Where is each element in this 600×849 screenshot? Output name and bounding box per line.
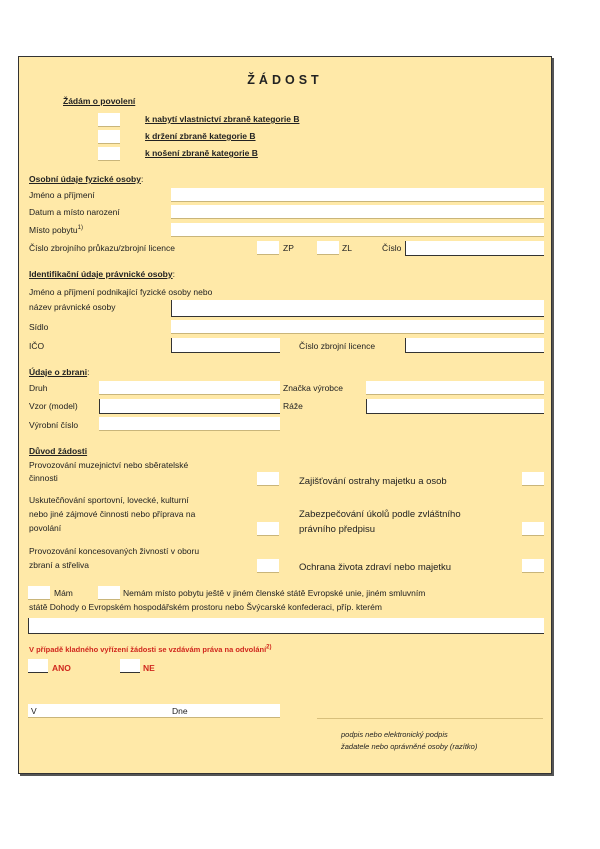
seat-label: Sídlo: [29, 322, 49, 332]
reason-sport-line1: Uskutečňování sportovní, lovecké, kulturní: [29, 495, 189, 505]
appeal-yes-checkbox[interactable]: [28, 659, 48, 673]
brand-field[interactable]: [366, 381, 544, 395]
reason-protection-checkbox[interactable]: [522, 559, 544, 573]
request-label: Žádám o povolení: [63, 96, 136, 106]
legal-name-label-line1: Jméno a příjmení podnikající fyzické osoby nebo: [29, 287, 213, 297]
caliber-field[interactable]: [366, 399, 544, 414]
reason-special-checkbox[interactable]: [522, 522, 544, 536]
reason-museum-line2: činnosti: [29, 473, 58, 483]
place-label: V: [31, 706, 37, 716]
request-carry-label: k nošení zbraně kategorie B: [145, 148, 258, 158]
birth-label: Datum a místo narození: [29, 207, 120, 217]
reason-licensed-checkbox[interactable]: [257, 559, 279, 573]
reason-sport-line2: nebo jiné zájmové činnosti nebo příprava na: [29, 509, 196, 519]
appeal-text: V případě kladného vyřízení žádosti se vzdávám práva na odvolání$^{2)}$: [29, 644, 272, 654]
request-acquire-checkbox[interactable]: [98, 113, 120, 127]
reason-sport-checkbox[interactable]: [257, 522, 279, 536]
reason-protection-label: Ochrana života zdraví nebo majetku: [299, 562, 452, 573]
zl-label: ZL: [342, 243, 352, 253]
license-number-field[interactable]: [405, 241, 544, 256]
residence-field[interactable]: [171, 223, 544, 237]
form-title: ŽÁDOST: [247, 73, 323, 87]
ico-field[interactable]: [171, 338, 280, 353]
date-label: Dne: [172, 706, 188, 716]
legal-license-label: Číslo zbrojní licence: [299, 341, 376, 351]
residence-state-field[interactable]: [28, 618, 544, 634]
reason-special-line1: Zabezpečování úkolů podle zvláštního: [299, 509, 461, 520]
birth-field[interactable]: [171, 205, 544, 219]
caliber-label: Ráže: [283, 401, 303, 411]
reason-security-label: Zajišťování ostrahy majetku a osob: [299, 476, 447, 487]
reason-security-checkbox[interactable]: [522, 472, 544, 486]
signature-caption-line2: žadatele nebo oprávněné osoby (razítko): [341, 742, 478, 751]
name-label: Jméno a příjmení: [29, 190, 95, 200]
gun-license-label: Číslo zbrojního průkazu/zbrojní licence: [29, 243, 175, 253]
signature-caption-line1: podpis nebo elektronický podpis: [341, 730, 448, 739]
weapon-heading: Údaje o zbrani:: [29, 367, 90, 377]
residence-havenot-checkbox[interactable]: [98, 586, 120, 600]
name-field[interactable]: [171, 188, 544, 202]
reason-licensed-line1: Provozování koncesovaných živností v oboru: [29, 546, 200, 556]
personal-heading: Osobní údaje fyzické osoby:: [29, 174, 144, 184]
residence-label: Místo pobytu$^{1)}$: [29, 225, 84, 235]
zl-checkbox[interactable]: [317, 241, 339, 255]
reason-sport-line3: povolání: [29, 523, 62, 533]
place-date-field[interactable]: [28, 704, 280, 718]
reason-special-line2: právního předpisu: [299, 524, 376, 535]
legal-name-label-line2: název právnické osoby: [29, 302, 116, 312]
legal-name-field[interactable]: [171, 300, 544, 317]
request-hold-checkbox[interactable]: [98, 130, 120, 144]
reason-museum-checkbox[interactable]: [257, 472, 279, 486]
residence-have-label: Mám: [54, 588, 73, 598]
license-number-label: Číslo: [382, 243, 402, 253]
residence-text-line1: Nemám místo pobytu ještě v jiném členské státě Evropské unie, jiném smluvním: [123, 588, 426, 598]
application-form: [18, 56, 552, 774]
residence-have-checkbox[interactable]: [28, 586, 50, 600]
zp-label: ZP: [283, 243, 294, 253]
request-carry-checkbox[interactable]: [98, 147, 120, 161]
reason-museum-line1: Provozování muzejnictví nebo sběratelské: [29, 460, 189, 470]
legal-heading: Identifikační údaje právnické osoby:: [29, 269, 175, 279]
residence-text-line2: státě Dohody o Evropském hospodářském prostoru nebo Švýcarské konfederaci, příp. kterém: [29, 602, 382, 612]
request-hold-label: k držení zbraně kategorie B: [145, 131, 256, 141]
brand-label: Značka výrobce: [283, 383, 343, 393]
appeal-no-checkbox[interactable]: [120, 659, 140, 673]
legal-license-field[interactable]: [405, 338, 544, 353]
serial-label: Výrobní číslo: [29, 420, 79, 430]
appeal-yes-label: ANO: [52, 663, 71, 673]
zp-checkbox[interactable]: [257, 241, 279, 255]
reason-heading: Důvod žádosti: [29, 446, 88, 456]
model-label: Vzor (model): [29, 401, 78, 411]
ico-label: IČO: [29, 341, 45, 351]
reason-licensed-line2: zbraní a střeliva: [29, 560, 89, 570]
type-field[interactable]: [99, 381, 280, 395]
serial-field[interactable]: [99, 417, 280, 431]
seat-field[interactable]: [171, 320, 544, 334]
type-label: Druh: [29, 383, 48, 393]
request-acquire-label: k nabytí vlastnictví zbraně kategorie B: [145, 114, 300, 124]
model-field[interactable]: [99, 399, 280, 414]
appeal-no-label: NE: [143, 663, 155, 673]
signature-line: [317, 718, 543, 719]
